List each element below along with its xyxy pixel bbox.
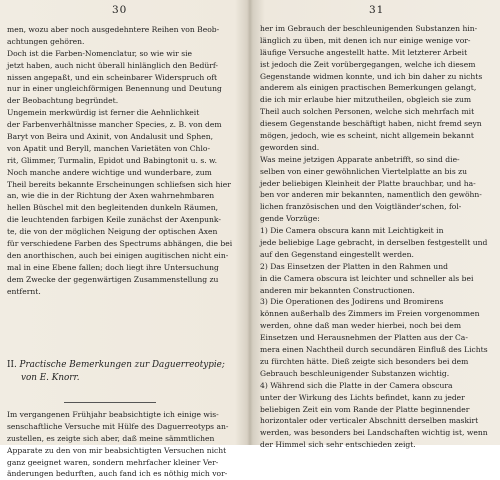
right-text-block	[260, 23, 488, 451]
text-line: horizontaler oder verticaler Abschnitt derselben maskirt	[260, 416, 479, 426]
right-page	[251, 0, 500, 450]
text-line: Doch ist die Farben-Nomenclatur, so wie wir sie	[7, 48, 193, 58]
text-line: können außerhalb des Zimmers im Freien vorgenommen	[260, 309, 480, 319]
section-number: II.	[7, 360, 17, 370]
text-line: in die Camera obscura ist leichter und schneller als bei	[260, 273, 474, 283]
text-line: Ungemein merkwürdig ist ferner die Aehnlichkeit	[7, 108, 200, 118]
text-line: ben vor anderen mir bekannten, namentlich den gewöhn-	[260, 190, 482, 200]
text-line: der Beobachtung begründet.	[7, 96, 119, 106]
text-line: länglich zu üben, mit denen ich nur einige wenige vor-	[260, 35, 471, 45]
text-line: Apparate zu den von mir beabsichtigten Versuchen nicht	[7, 445, 227, 455]
left-text-block	[7, 24, 232, 297]
text-line: von Apatit und Beryll, manchen Varietäten von Chlo-	[7, 143, 211, 153]
text-line: die ich mir erlaube hier mitzutheilen, obgleich sie zum	[260, 95, 472, 105]
text-line: selben von einer gewöhnlichen Viertelplatte an bis zu	[260, 166, 468, 176]
text-line: rit, Glimmer, Turmalin, Epidot und Babingtonit u. s. w.	[7, 155, 218, 165]
section-heading	[7, 359, 225, 384]
text-line: mal in eine Ebene fallen; doch liegt ihre Untersuchung	[7, 262, 219, 272]
page-number-right: 31	[369, 4, 385, 16]
text-line: zustellen, es zeigte sich aber, daß meine sämmtlichen	[7, 433, 215, 443]
text-line: dem Zwecke der gegenwärtigen Zusammenstellung zu	[7, 274, 219, 284]
left-body-text	[7, 409, 228, 480]
text-line: nissen angepaßt, und ein scheinbarer Widerspruch oft	[7, 72, 218, 82]
text-line: senschaftliche Versuche mit Hülfe des Daguerreotyps an-	[7, 421, 229, 431]
text-line: lichen französischen und den Voigtländer'schen, fol-	[260, 202, 462, 212]
text-line: auf den Gegenstand eingestellt werden.	[260, 249, 414, 259]
text-line: Gegenstande widmen konnte, und ich bin daher zu nichts	[260, 71, 483, 81]
text-line: men, wozu aber noch ausgedehntere Reihen von Beob-	[7, 25, 220, 34]
text-line: geworden sind.	[260, 142, 320, 152]
text-line: 1) Die Camera obscura kann mit Leichtigkeit in	[260, 226, 444, 236]
text-line: mögen, jedoch, wie es scheint, nicht allgemein bekannt	[260, 131, 474, 141]
text-line: werden, was besonders bei Landschaften wichtig ist, wenn	[260, 428, 488, 438]
text-line: 3) Die Operationen des Jodirens und Bromirens	[260, 297, 444, 307]
text-line: jetzt haben, auch nicht überall hinlänglich den Bedürf-	[7, 60, 218, 70]
text-line: Was meine jetzigen Apparate anbetrifft, so sind die-	[260, 154, 460, 164]
text-line: Theil auch solchen Personen, welche sich mehrfach mit	[260, 107, 475, 117]
text-line: mera einen Nachtheil durch secundären Einfluß des Lichts	[260, 345, 488, 355]
text-line: beliebigen Zeit ein vom Rande der Platte beginnender	[260, 404, 470, 414]
text-line: für verschiedene Farben des Spectrums abhängen, die bei	[7, 239, 233, 249]
text-line: unter der Wirkung des Lichts befindet, kann zu jeder	[260, 392, 465, 402]
text-line: Noch manche andere wichtige und wunderbare, zum	[7, 167, 212, 177]
page-number-left: 30	[112, 4, 128, 16]
text-line: den anorthischen, auch bei einigen augitischen nicht ein-	[7, 250, 229, 260]
text-line: anderem als einigen practischen Bemerkungen gelangt,	[260, 83, 477, 93]
text-line: ganz geeignet waren, sondern mehrfacher kleiner Ver-	[7, 457, 219, 467]
section-title-line1	[7, 359, 225, 372]
text-line: entfernt.	[7, 286, 41, 296]
text-line: ist jedoch die Zeit vorübergegangen, welche ich diesem	[260, 59, 476, 69]
text-line: der Farbenverhältnisse mancher Species, z. B. von dem	[7, 120, 222, 130]
text-line: achtungen gehören.	[7, 36, 85, 46]
text-line: läufige Versuche angestellt hatte. Mit letzterer Arbeit	[260, 47, 468, 57]
text-line: die leuchtenden farbigen Keile zunächst der Axenpunk-	[7, 215, 221, 225]
text-line: werden, ohne daß man weder hierbei, noch bei dem	[260, 321, 462, 331]
text-line: Gebrauch beschleunigender Substanzen wichtig.	[260, 368, 450, 378]
text-line: 4) Während sich die Platte in der Camera obscura	[260, 380, 453, 390]
left-page	[0, 0, 249, 479]
text-line: nur in einer ungleichförmigen Benennung und Deutung	[7, 84, 222, 94]
section-title: Practische Bemerkungen zur Daguerreotypie;	[19, 360, 225, 370]
text-line: te, die von der möglichen Neigung der optischen Axen	[7, 227, 218, 237]
text-line: hellen Büschel mit den begleitenden dunkeln Räumen,	[7, 203, 219, 213]
text-line: an, wie die in der Richtung der Axen wahrnehmbaren	[7, 191, 215, 201]
text-line: diesem Gegenstande beschäftigt haben, nicht fremd seyn	[260, 119, 482, 129]
text-line: gende Vorzüge:	[260, 214, 320, 224]
text-line: Im vergangenen Frühjahr beabsichtigte ich einige wis-	[7, 410, 219, 419]
section-author: von E. Knorr.	[21, 372, 80, 383]
text-line: zu fürchten hätte. Dieß zeigte sich besonders bei dem	[260, 356, 469, 366]
text-line: Theil bereits bekannte Erscheinungen schliefsen sich hier	[7, 179, 231, 189]
text-line: 2) Das Einsetzen der Platten in den Rahmen und	[260, 261, 448, 271]
text-line: Baryt von Beira und Axinit, von Andalusit und Sphen,	[7, 132, 214, 142]
text-line: änderungen bedurften, auch fand ich es nöthig mich vor-	[7, 469, 228, 479]
text-line: anderen mir bekannten Constructionen.	[260, 285, 415, 295]
text-line: der Himmel sich sehr entschieden zeigt.	[260, 440, 416, 450]
section-divider	[64, 402, 156, 403]
text-line: jede beliebige Lage gebracht, in derselben festgestellt und	[260, 238, 488, 248]
text-line: jeder beliebigen Kleinheit der Platte brauchbar, und ha-	[260, 178, 476, 188]
text-line: her im Gebrauch der beschleunigenden Substanzen hin-	[260, 24, 478, 33]
text-line: Einsetzen und Herausnehmen der Platten aus der Ca-	[260, 333, 468, 343]
